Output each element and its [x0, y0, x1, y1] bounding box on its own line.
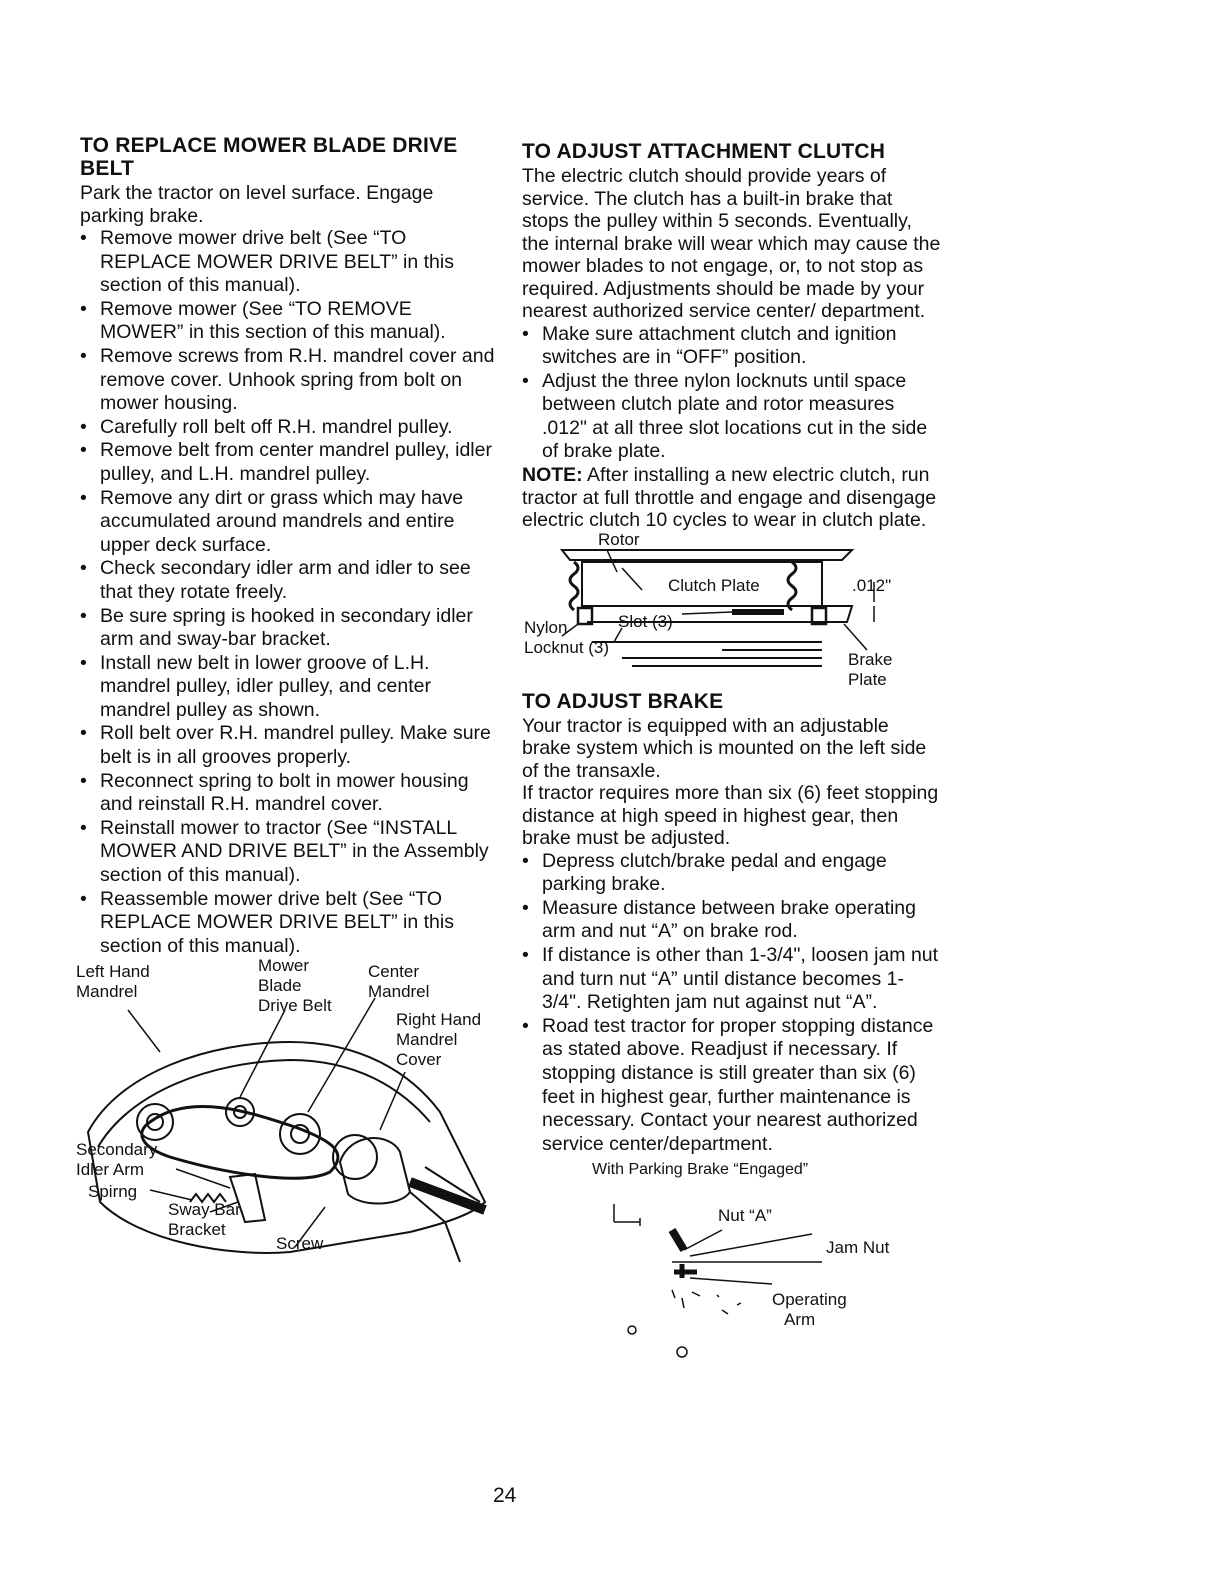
- list-item: • Check secondary idler arm and idler to see that they rotate freely.: [80, 557, 500, 604]
- label-secondary: Secondary: [76, 1140, 158, 1160]
- page-number: 24: [493, 1484, 517, 1507]
- clutch-steps: [522, 323, 942, 465]
- label-jam-nut: Jam Nut: [826, 1238, 890, 1258]
- brake-illustration: [522, 1160, 942, 1360]
- list-item: • Reconnect spring to bolt in mower housing and reinstall R.H. mandrel cover.: [80, 770, 500, 817]
- list-item: • Be sure spring is hooked in secondary idler arm and sway-bar bracket.: [80, 605, 500, 652]
- label-bracket: Bracket: [168, 1220, 226, 1240]
- mower-deck-figure: [76, 956, 500, 1272]
- clutch-note: [522, 464, 942, 532]
- list-item: • Remove mower (See “TO REMOVE MOWER” in this section of this manual).: [80, 298, 500, 345]
- brake-intro: Your tractor is equipped with an adjustable brake system which is mounted on the left side of the transaxle.: [522, 714, 927, 782]
- left-column: [76, 134, 500, 1272]
- mower-belt-title: TO REPLACE MOWER BLADE DRIVE BELT: [80, 134, 458, 180]
- brake-intro-2: If tractor requires more than six (6) feet stopping distance at high speed in highest gear, then brake must be adjusted.: [522, 782, 939, 850]
- label-screw: Screw: [276, 1234, 324, 1254]
- label-mandrel-right: Mandrel: [396, 1030, 458, 1050]
- label-operating: Operating: [772, 1290, 847, 1310]
- list-item: • Reassemble mower drive belt (See “TO REPLACE MOWER DRIVE BELT” in this section of this manual).: [80, 888, 500, 959]
- label-sway-bar: Sway Bar: [168, 1200, 241, 1220]
- list-item: • Roll belt over R.H. mandrel pulley. Make sure belt is in all grooves properly.: [80, 722, 500, 769]
- list-item: • Road test tractor for proper stopping distance as stated above. Readjust if necessary. If stopping distance is still greater than six (6) feet in highest gear, further maintenance is necessary. Contact your nearest authorized service center/department.: [522, 1015, 942, 1157]
- label-left-hand: Left Hand: [76, 962, 150, 982]
- label-blade: Blade: [258, 976, 302, 996]
- mower-belt-steps: [80, 227, 500, 958]
- label-arm: Arm: [784, 1310, 816, 1330]
- label-mower: Mower: [258, 956, 310, 976]
- brake-title: TO ADJUST BRAKE: [522, 689, 724, 713]
- label-right-hand: Right Hand: [396, 1010, 482, 1030]
- clutch-figure: [522, 529, 942, 692]
- list-item: • Make sure attachment clutch and ignition switches are in “OFF” position.: [522, 323, 942, 370]
- label-cover: Cover: [396, 1050, 442, 1070]
- note-label: NOTE:: [522, 464, 583, 487]
- list-item: • Carefully roll belt off R.H. mandrel pulley.: [80, 416, 500, 440]
- mower-belt-intro: Park the tractor on level surface. Engage parking brake.: [80, 182, 434, 227]
- label-gap: .012": [852, 575, 892, 595]
- list-item: • Reinstall mower to tractor (See “INSTALL MOWER AND DRIVE BELT” in the Assembly section of this manual).: [80, 817, 500, 888]
- label-nut-a: Nut “A”: [718, 1206, 772, 1226]
- right-column: [522, 140, 942, 1360]
- list-item: • Measure distance between brake operating arm and nut “A” on brake rod.: [522, 897, 942, 944]
- note-text: After installing a new electric clutch, run tractor at full throttle and engage and disengage electric clutch 10 cycles to wear in clutch plate.: [522, 464, 937, 532]
- clutch-title: TO ADJUST ATTACHMENT CLUTCH: [522, 140, 886, 163]
- label-plate: Plate: [848, 669, 887, 689]
- label-mandrel-left: Mandrel: [76, 982, 138, 1002]
- label-drive-belt: Drive Belt: [258, 996, 332, 1016]
- clutch-intro: The electric clutch should provide years of service. The clutch has a built-in brake that stops the pulley within 5 seconds. Eventually, the internal brake will wear which may cause the mower blades to not engage, or, to not stop as required. Adjustments should be made by your nearest authorized service center/ department.: [522, 165, 941, 322]
- label-center: Center: [368, 962, 420, 982]
- brake-figure-caption: With Parking Brake “Engaged”: [592, 1161, 809, 1179]
- list-item: • If distance is other than 1-3/4", loosen jam nut and turn nut “A” until distance becomes 1-3/4". Retighten jam nut against nut “A”.: [522, 944, 942, 1015]
- label-nylon: Nylon: [524, 617, 568, 637]
- label-clutch-plate: Clutch Plate: [668, 575, 760, 595]
- label-slot: Slot (3): [618, 611, 673, 631]
- list-item: • Remove any dirt or grass which may have accumulated around mandrels and entire upper deck surface.: [80, 487, 500, 558]
- label-spring: Spirng: [88, 1182, 138, 1202]
- list-item: • Remove mower drive belt (See “TO REPLACE MOWER DRIVE BELT” in this section of this manual).: [80, 227, 500, 298]
- brake-figure: [522, 1160, 942, 1360]
- list-item: • Remove screws from R.H. mandrel cover and remove cover. Unhook spring from bolt on mower housing.: [80, 345, 500, 416]
- brake-steps: [522, 850, 942, 1157]
- label-brake: Brake: [848, 649, 893, 669]
- label-idler-arm: Idler Arm: [76, 1160, 145, 1180]
- label-mandrel-center: Mandrel: [368, 982, 430, 1002]
- list-item: • Depress clutch/brake pedal and engage parking brake.: [522, 850, 942, 897]
- list-item: • Install new belt in lower groove of L.H. mandrel pulley, idler pulley, and center mandrel pulley as shown.: [80, 652, 500, 723]
- label-rotor: Rotor: [598, 529, 640, 549]
- list-item: • Adjust the three nylon locknuts until space between clutch plate and rotor measures .012" at all three slot locations cut in the side of brake plate.: [522, 370, 942, 464]
- list-item: • Remove belt from center mandrel pulley, idler pulley, and L.H. mandrel pulley.: [80, 439, 500, 486]
- label-locknut: Locknut (3): [524, 637, 610, 657]
